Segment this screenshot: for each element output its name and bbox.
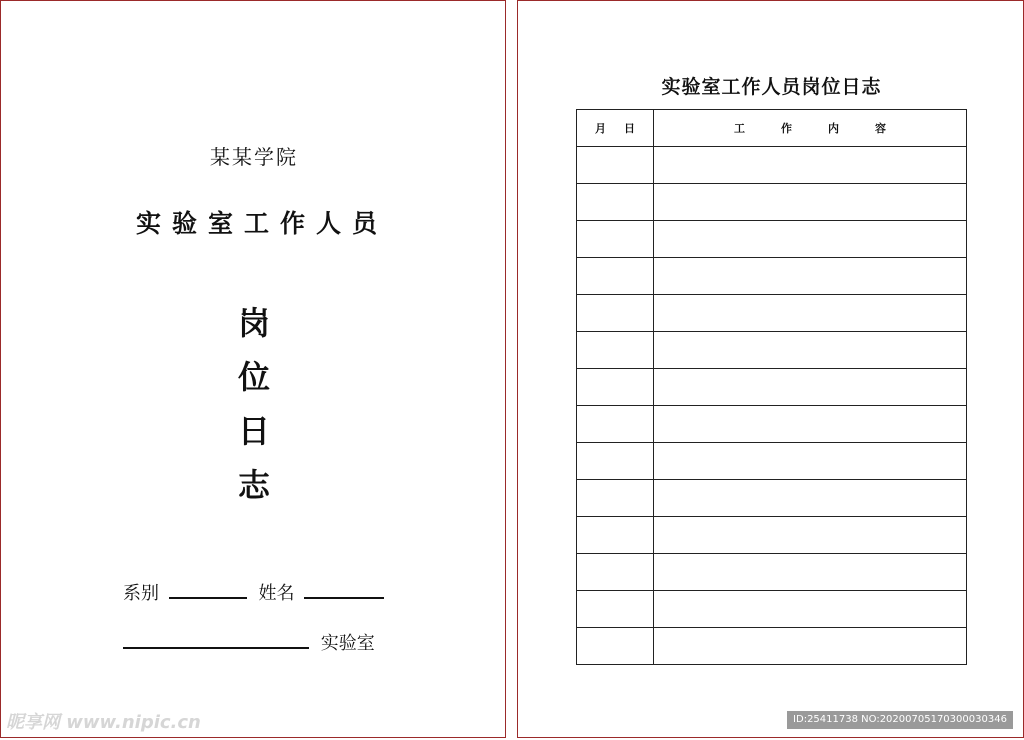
- dept-label: 系别: [123, 583, 159, 604]
- date-cell[interactable]: [577, 369, 654, 406]
- date-cell[interactable]: [577, 184, 654, 221]
- content-cell[interactable]: [654, 369, 967, 406]
- content-header-3: 内: [828, 122, 839, 135]
- school-name: 某某学院: [210, 145, 298, 169]
- log-page: [517, 0, 1024, 738]
- date-header-month: 月: [595, 122, 606, 135]
- table-row: [577, 406, 967, 443]
- date-cell[interactable]: [577, 295, 654, 332]
- date-cell[interactable]: [577, 406, 654, 443]
- content-cell[interactable]: [654, 517, 967, 554]
- cover-title: 实验室工作人员: [135, 209, 388, 238]
- log-table-body: [577, 147, 967, 665]
- table-row: [577, 147, 967, 184]
- date-cell[interactable]: [577, 258, 654, 295]
- content-cell[interactable]: [654, 406, 967, 443]
- date-cell[interactable]: [577, 517, 654, 554]
- date-cell[interactable]: [577, 591, 654, 628]
- table-row: [577, 517, 967, 554]
- date-cell[interactable]: [577, 147, 654, 184]
- table-row: [577, 369, 967, 406]
- content-cell[interactable]: [654, 628, 967, 665]
- cover-page: [0, 0, 506, 738]
- cover-char-3: 日: [237, 412, 270, 450]
- table-row: [577, 480, 967, 517]
- table-row: [577, 554, 967, 591]
- log-table: [576, 109, 967, 665]
- content-cell[interactable]: [654, 332, 967, 369]
- date-cell[interactable]: [577, 480, 654, 517]
- table-row: [577, 628, 967, 665]
- content-header-4: 容: [875, 122, 886, 135]
- lab-label: 实验室: [320, 633, 375, 654]
- date-cell[interactable]: [577, 628, 654, 665]
- content-cell[interactable]: [654, 554, 967, 591]
- dept-name-line: [123, 579, 384, 605]
- cover-char-2: 位: [237, 358, 270, 396]
- content-header: [654, 110, 967, 147]
- date-cell[interactable]: [577, 221, 654, 258]
- date-cell[interactable]: [577, 332, 654, 369]
- content-cell[interactable]: [654, 221, 967, 258]
- content-cell[interactable]: [654, 258, 967, 295]
- table-row: [577, 184, 967, 221]
- watermark-right: ID:25411738 NO:20200705170300030346: [787, 711, 1013, 729]
- content-cell[interactable]: [654, 184, 967, 221]
- dept-blank[interactable]: [169, 583, 247, 599]
- date-header-day: 日: [624, 122, 635, 135]
- table-row: [577, 332, 967, 369]
- date-header: [577, 110, 654, 147]
- name-blank[interactable]: [304, 583, 384, 599]
- content-header-2: 作: [781, 122, 792, 135]
- date-cell[interactable]: [577, 443, 654, 480]
- content-cell[interactable]: [654, 443, 967, 480]
- content-cell[interactable]: [654, 147, 967, 184]
- content-header-1: 工: [734, 122, 745, 135]
- log-title: 实验室工作人员岗位日志: [661, 76, 882, 98]
- table-row: [577, 591, 967, 628]
- watermark-left: 昵享网 www.nipic.cn: [6, 712, 201, 733]
- table-row: [577, 221, 967, 258]
- cover-char-4: 志: [237, 466, 270, 504]
- content-cell[interactable]: [654, 480, 967, 517]
- content-cell[interactable]: [654, 591, 967, 628]
- date-cell[interactable]: [577, 554, 654, 591]
- log-table-header: [577, 110, 967, 147]
- name-label: 姓名: [258, 583, 295, 604]
- table-row: [577, 258, 967, 295]
- cover-char-1: 岗: [237, 304, 270, 342]
- table-row: [577, 443, 967, 480]
- content-cell[interactable]: [654, 295, 967, 332]
- table-row: [577, 295, 967, 332]
- cover-vertical-title: [1, 296, 507, 512]
- lab-line: [123, 629, 375, 655]
- lab-blank[interactable]: [123, 633, 309, 649]
